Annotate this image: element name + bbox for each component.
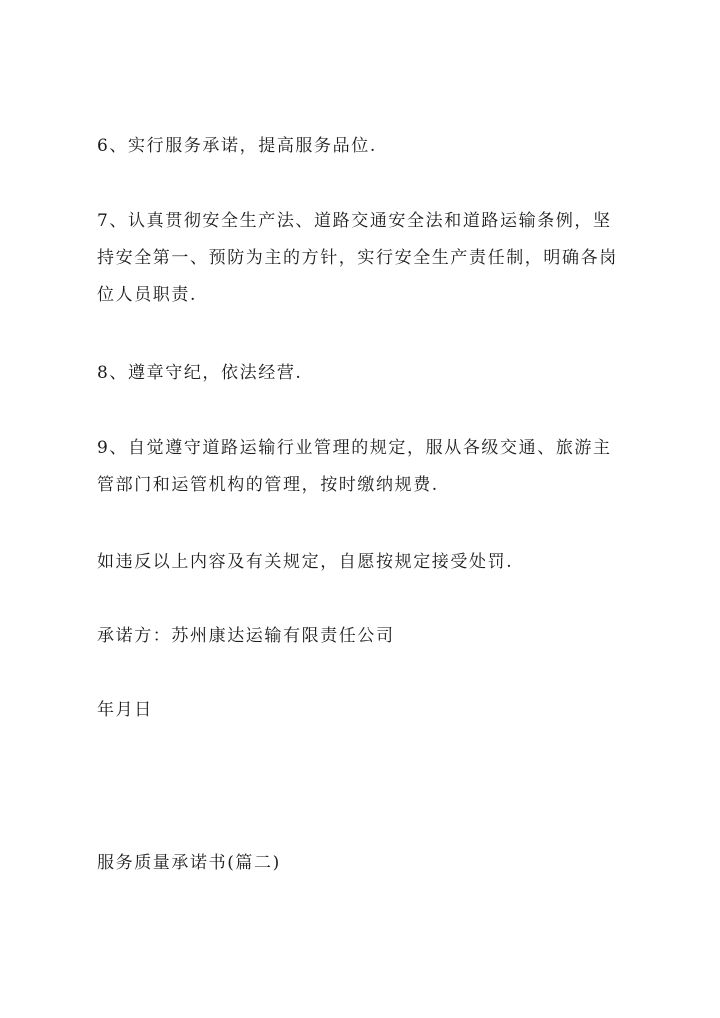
clause-9: [97, 430, 657, 504]
clause-7-line-2: 持安全第一、预防为主的方针，实行安全生产责任制，明确各岗: [97, 248, 618, 268]
clause-9-line-1: 9、自觉遵守道路运输行业管理的规定，服从各级交通、旅游主: [97, 438, 612, 458]
clause-9-line-2: 管部门和运管机构的管理，按时缴纳规费.: [97, 475, 439, 495]
date-line: [97, 692, 657, 729]
clause-8-text: 8、遵章守纪，依法经营.: [97, 363, 303, 383]
next-section-title-text: 服务质量承诺书(篇二): [97, 853, 281, 873]
clause-7: [97, 203, 657, 314]
clause-7-line-1: 7、认真贯彻安全生产法、道路交通安全法和道路运输条例，坚: [97, 211, 612, 231]
signatory: [97, 618, 657, 655]
next-section-title: [97, 845, 657, 882]
clause-6: [97, 128, 657, 165]
violation-statement: [97, 544, 657, 581]
clause-7-line-3: 位人员职责.: [97, 285, 198, 305]
date-text: 年月日: [97, 700, 153, 720]
violation-text: 如违反以上内容及有关规定，自愿按规定接受处罚.: [97, 552, 514, 572]
signatory-text: 承诺方：苏州康达运输有限责任公司: [97, 626, 395, 646]
clause-6-text: 6、实行服务承诺，提高服务品位.: [97, 136, 377, 156]
clause-8: [97, 355, 657, 392]
